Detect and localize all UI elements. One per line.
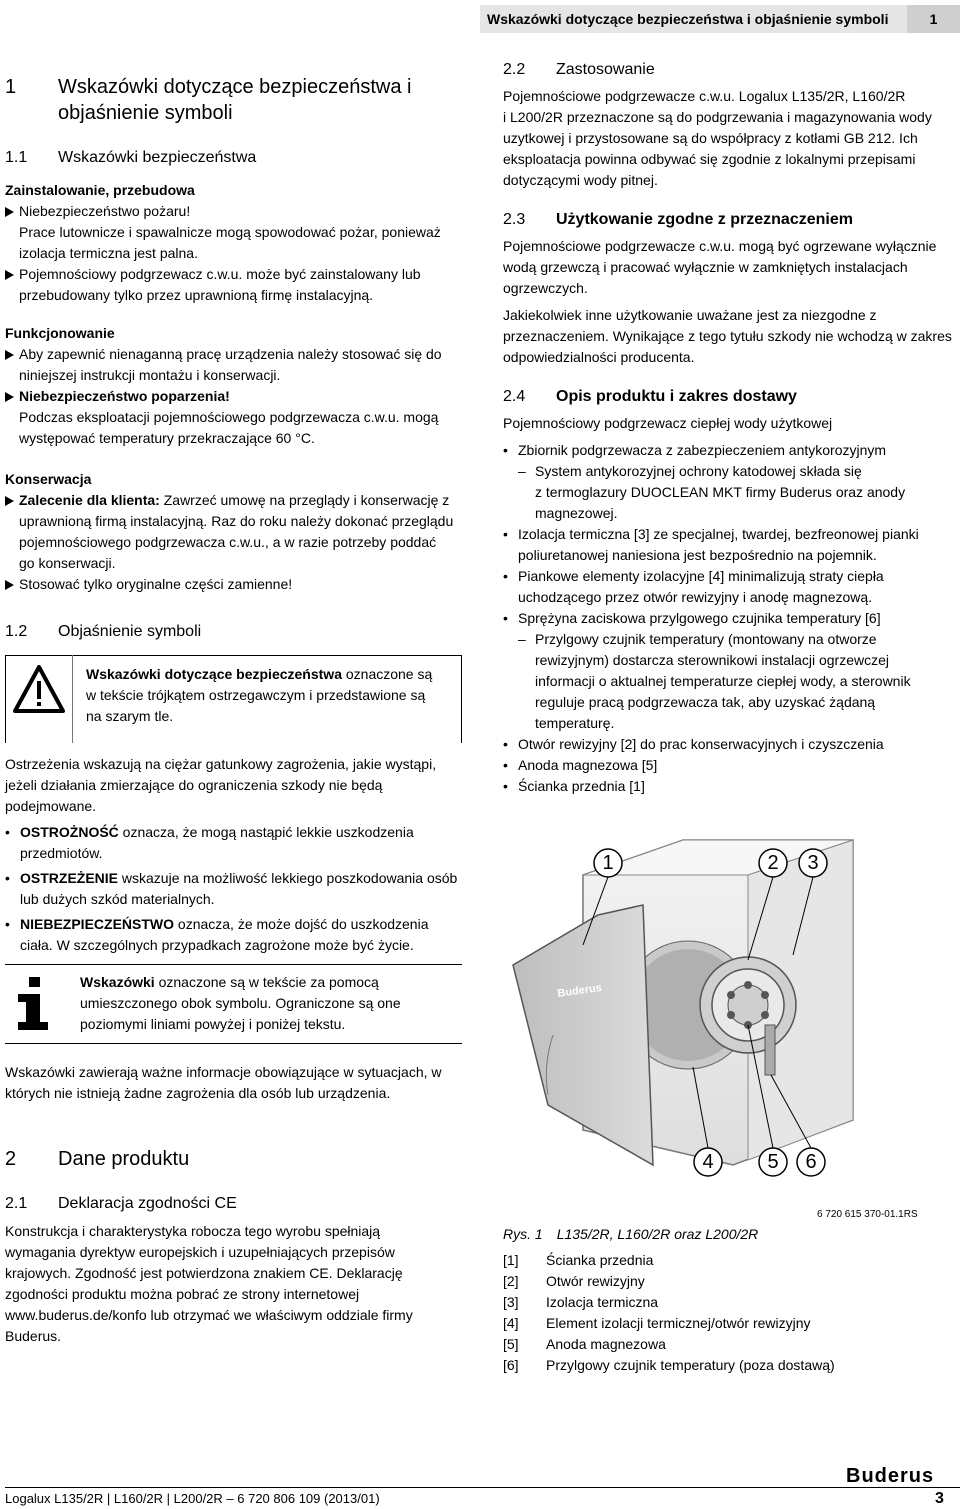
legend-item: [6] Przylgowy czujnik temperatury (poza dostawą): [503, 1357, 835, 1373]
water-heater-illustration: [503, 835, 955, 1220]
legend-item: [2] Otwór rewizyjny: [503, 1273, 645, 1289]
legend-item: [5] Anoda magnezowa: [503, 1336, 666, 1352]
callout-label-3: 3: [807, 852, 819, 874]
legend-item: [3] Izolacja termiczna: [503, 1294, 659, 1310]
step-arrow-icon: [5, 264, 19, 285]
section-2-2: 2.2 Zastosowanie Pojemnościowe podgrzewacze c.w.u. Logalux L135/2R, L160/2R i L200/2R przeznaczone są do podgrzewania i magazynowania wody uzytkowej i przystosowane są do współpracy z kotłami GB 212. Ich eksploatacja powinna odbywać się zgodnie z lokalnymi przepisami dotyczącymi wody pitnej.: [503, 61, 932, 188]
function-step-manual: Aby zapewnić nienaganną pracę urządzenia należy stosować się do: [5, 344, 467, 365]
legend-item: [4] Element izolacji termicznej/otwór rewizyjny: [503, 1315, 811, 1331]
step-arrow-icon: [5, 201, 19, 222]
product-figure: [503, 835, 955, 1220]
callout-label-5: 5: [767, 1151, 779, 1173]
maintenance-step-contract: Zalecenie dla klienta: Zawrzeć umowę na przeglądy i konserwację z: [5, 490, 467, 511]
running-header-title: Wskazówki dotyczące bezpieczeństwa i objaśnienie symboli: [487, 11, 889, 27]
step-arrow-icon: [5, 386, 19, 407]
warning-triangle-icon: [13, 665, 65, 713]
callout-label-6: 6: [805, 1151, 817, 1173]
install-block: Zainstalowanie, przebudowa Niebezpieczeństwo pożaru! Prace lutownicze i spawalnicze mogą spowodować pożar, ponieważ izolacja termiczna jest palna. Pojemnościowy podgrzewacz c.w.u. może być zainstalowany lub przebudowany tylko przez uprawnioną firmę instalacyjną.: [5, 180, 467, 306]
list-item: • OSTROŻNOŚĆ oznacza, że mogą nastąpić lekkie uszkodzenia: [5, 824, 414, 840]
section-2-heading: 2 Dane produktu: [5, 1148, 190, 1170]
list-subitem: – Przylgowy czujnik temperatury (montowany na otworze: [518, 631, 877, 647]
list-item: • Sprężyna zaciskowa przylgowego czujnika temperatury [6]: [503, 610, 881, 626]
legend-item: [1] Ścianka przednia: [503, 1252, 654, 1268]
footer-rule: [5, 1487, 960, 1488]
install-heading: Zainstalowanie, przebudowa: [5, 182, 195, 198]
step-arrow-icon: [5, 490, 19, 511]
callout-label-2: 2: [767, 852, 779, 874]
list-item: • NIEBEZPIECZEŃSTWO oznacza, że może dojść do uszkodzenia: [5, 916, 429, 932]
install-step-qualified: Pojemnościowy podgrzewacz c.w.u. może być zainstalowany lub: [5, 264, 467, 285]
section-2-1: 2.1 Deklaracja zgodności CE Konstrukcja i charakterystyka robocza tego wyrobu spełniają wymagania dyrektyw europejskich i uzupełniających przepisów krajowych. Zgodność jest potwierdzona znakiem CE. Deklarację zgodności produktu można pobrać ze strony internetowej www.buderus.de/konfo lub otrzymać we właściwym oddziale firmy Buderus.: [5, 1195, 413, 1344]
list-item: • Anoda magnezowa [5]: [503, 757, 658, 773]
list-item: • Izolacja termiczna [3] ze specjalnej, twardej, bezfreonowej pianki: [503, 526, 919, 542]
page-number: 3: [935, 1490, 944, 1507]
step-arrow-icon: [5, 344, 19, 365]
list-item: • Piankowe elementy izolacyjne [4] minimalizują straty ciepła: [503, 568, 884, 584]
info-i-icon: [10, 974, 60, 1034]
chapter-number-tab: 1: [907, 5, 960, 33]
figure-caption: Rys. 1 L135/2R, L160/2R oraz L200/2R: [503, 1226, 759, 1242]
buderus-logo: Buderus: [846, 1465, 935, 1487]
footer-document-id: Logalux L135/2R | L160/2R | L200/2R – 6 720 806 109 (2013/01): [5, 1491, 380, 1506]
list-item: • Ścianka przednia [1]: [503, 778, 645, 794]
function-block: Funkcjonowanie Aby zapewnić nienaganną pracę urządzenia należy stosować się do niniejszej instrukcji montażu i konserwacji. Niebezpieczeństwo poparzenia! Podczas eksploatacji pojemnościowego podgrzewacza c.w.u. mogą występować temperatury przekraczające 60 °C.: [5, 323, 467, 449]
maintenance-step-parts: Stosować tylko oryginalne części zamienne!: [5, 574, 467, 595]
function-heading: Funkcjonowanie: [5, 325, 115, 341]
panel-logo: Buderus: [556, 981, 603, 1000]
info-box: Wskazówki oznaczone są w tekście za pomocą umieszczonego obok symbolu. Ograniczone są one poziomymi liniami powyżej i poniżej tekstu.: [5, 964, 462, 1044]
figure-code: 6 720 615 370-01.1RS: [817, 1209, 918, 1220]
maintenance-heading: Konserwacja: [5, 471, 92, 487]
section-1-1-heading: 1.1 Wskazówki bezpieczeństwa: [5, 149, 257, 166]
signal-words-list: • OSTROŻNOŚĆ oznacza, że mogą nastąpić lekkie uszkodzenia przedmiotów. • OSTRZEŻENIE wskazuje na możliwość lekkiego poszkodowania osób lub dużych szkód materialnych. • NIEBEZPIECZEŃSTWO oznacza, że może dojść do uszkodzenia ciała. W szczególnych przypadkach zagrożone może być życie.: [5, 822, 467, 956]
section-2-4: 2.4 Opis produktu i zakres dostawy Pojemnościowy podgrzewacz ciepłej wody użytkowej • Zbiornik podgrzewacza z zabezpieczeniem antykorozyjnym – System antykorozyjnej ochrony katodowej składa się z termoglazury DUOCLEAN MKT firmy Buderus oraz anody magnezowej. • Izolacja termiczna [3] ze specjalnej, twardej, bezfreonowej pianki poliuretanowej naniesiona jest bezpośrednio na pojemnik. • Piankowe elementy izolacyjne [4] minimalizują straty ciepła uchodzącego przez otwór rewizyjny i anodę magnezową. • Sprężyna zaciskowa przylgowego czujnika temperatury [6] – Przylgowy czujnik temperatury (montowany na otworze rewizyjnym) dostarcza sterownikowi instalacji ogrzewczej informacji o aktualnej temperaturze ciepłej wody, a sterownik reguluje pracą podgrzewacza tak, aby uzyskać żądaną temperaturę. • Otwór rewizyjny [2] do prac konserwacyjnych i czyszczenia • Anoda magnezowa [5] • Ścianka przednia [1]: [503, 386, 955, 797]
list-item: • Otwór rewizyjny [2] do prac konserwacyjnych i czyszczenia: [503, 736, 884, 752]
list-subitem: – System antykorozyjnej ochrony katodowej składa się: [518, 463, 862, 479]
step-arrow-icon: [5, 574, 19, 595]
section-1-heading: 1 Wskazówki dotyczące bezpieczeństwa i objaśnienie symboli: [5, 76, 412, 124]
warning-box: Wskazówki dotyczące bezpieczeństwa oznaczone są w tekście trójkątem ostrzegawczym i przedstawione są na szarym tle.: [5, 655, 462, 743]
callout-label-4: 4: [702, 1151, 714, 1173]
callout-label-1: 1: [602, 852, 614, 874]
list-item: • OSTRZEŻENIE wskazuje na możliwość lekkiego poszkodowania osób: [5, 870, 458, 886]
list-item: • Zbiornik podgrzewacza z zabezpieczeniem antykorozyjnym: [503, 442, 887, 458]
install-step-fire: Niebezpieczeństwo pożaru!: [5, 201, 467, 222]
section-1-2-heading: 1.2 Objaśnienie symboli: [5, 623, 202, 640]
figure-legend: [503, 1250, 955, 1376]
warning-paragraph: Ostrzeżenia wskazują na ciężar gatunkowy zagrożenia, jakie wystąpi, jeżeli działania zmierzające do ograniczenia szkody nie będą podejmowane.: [5, 756, 437, 814]
function-step-scald: Niebezpieczeństwo poparzenia!: [5, 386, 467, 407]
maintenance-block: Konserwacja Zalecenie dla klienta: Zawrzeć umowę na przeglądy i konserwację z uprawnioną firmą instalacyjną. Raz do roku należy dokonać przeglądu pojemnościowego podgrzewacza c.w.u., a w razie potrzeby poddać go konserwacji. Stosować tylko oryginalne części zamienne!: [5, 469, 467, 595]
section-2-3: 2.3 Użytkowanie zgodne z przeznaczeniem Pojemnościowe podgrzewacze c.w.u. mogą być ogrzewane wyłącznie wodą grzewczą i pracować wyłącznie w zamkniętych instalacjach ogrzewczych. Jakiekolwiek inne użytkowanie uważane jest za niezgodne z przeznaczeniem. Wynikające z tego tytułu szkody nie wchodzą w zakres odpowiedzialności producenta.: [503, 211, 952, 365]
info-paragraph: Wskazówki zawierają ważne informacje obowiązujące w sytuacjach, w których nie istnieją żadne zagrożenia dla osób lub urządzenia.: [5, 1064, 442, 1101]
